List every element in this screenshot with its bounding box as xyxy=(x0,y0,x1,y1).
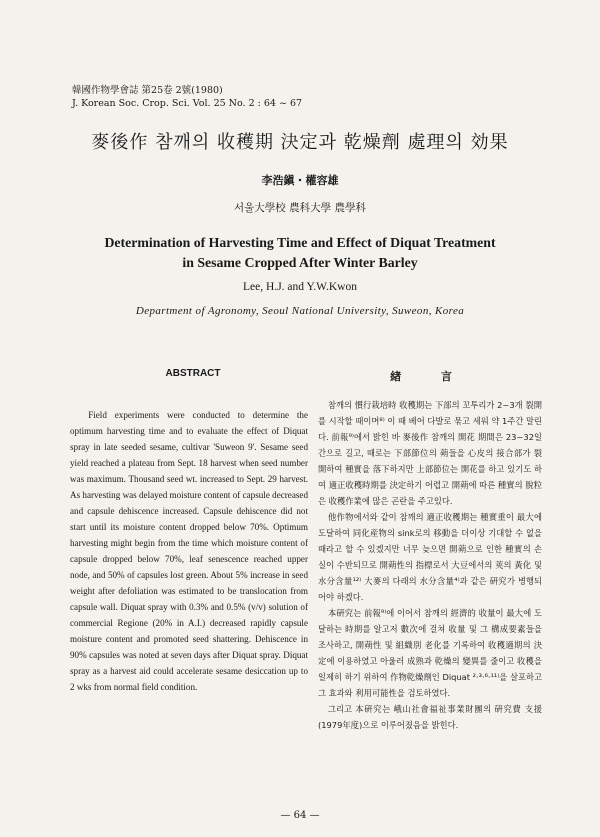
introduction-paragraph-3: 本硏究는 前報⁹⁾에 이어서 참깨의 經濟的 收量이 最大에 도달하는 時期를 알고저 數次에 걸쳐 收量 및 그 構成要素들을 조사하고, 開蒴性 및 組織別 老化를 기록하여 收穫適期의 決定에 이용하였고 아울러 成熟과 乾燥의 變異를 줄이고 收穫을 일제히 하기 위하여 作物乾燥劑인 Diquat ²·³·⁶·¹¹⁾을 살포하고 그 효과와 利用可能性을 검토하였다. xyxy=(318,608,542,698)
title-english-line-2: in Sesame Cropped After Winter Barley xyxy=(182,255,418,270)
introduction-paragraph-2: 他作物에서와 같이 참깨의 適正收穫期는 種實重이 最大에 도달하여 同化産物의 sink로의 移動을 더이상 기대할 수 없을 때라고 할 수 있겠지만 너무 늦으면 開蒴으로 인한 種實의 손실이 수반되므로 開蒴性의 指標로서 大豆에서의 莢의 黃化 및 水分含量¹²⁾ 大麥의 다래의 水分含量⁴⁾과 같은 硏究가 병행되어야 하겠다. xyxy=(318,512,542,602)
authors-english: Lee, H.J. and Y.W.Kwon xyxy=(243,281,357,293)
abstract-column xyxy=(70,368,308,695)
title-english-line-1: Determination of Harvesting Time and Effect of Diquat Treatment xyxy=(104,235,496,250)
page-number: — 64 — xyxy=(280,810,320,821)
journal-citation-english: J. Korean Soc. Crop. Sci. Vol. 25 No. 2 : 64 ~ 67 xyxy=(72,98,303,109)
title-korean: 麥後作 참깨의 收穫期 決定과 乾燥劑 處理의 効果 xyxy=(91,132,509,153)
introduction-paragraph-4: 그리고 本硏究는 峨山社會福祉事業財團의 硏究費 支援(1979年度)으로 이루어졌음을 밝힌다. xyxy=(318,704,542,730)
affiliation-korean: 서울大學校 農科大學 農學科 xyxy=(234,202,366,214)
introduction-column xyxy=(318,368,542,733)
journal-citation-korean: 韓國作物學會誌 第25卷 2號(1980) xyxy=(72,85,223,96)
affiliation-english: Department of Agronomy, Seoul National University, Suweon, Korea xyxy=(135,305,465,317)
introduction-paragraph-1: 참깨의 慣行栽培時 收穫期는 下部의 꼬투리가 2~3개 裂開를 시작할 때이며⁸⁾ 이 때 베어 다발로 묶고 세워 약 1주간 말린다. 前報⁹⁾에서 밝힌 바 麥後作 참깨의 開花 期間은 23~32일간으로 길고, 때로는 下部節位의 蒴들을 心皮의 接合部가 裂開하여 種實을 落下하지만 上部節位는 開花를 하고 있기도 하여 適正收穫時期를 決定하기 어렵고 開蒴에 따른 種實의 脫粒은 收穫作業에 많은 곤란을 주고있다. xyxy=(318,400,542,506)
abstract-text: Field experiments were conducted to determine the optimum harvesting time and to evaluate the effect of Diquat spray in late seeded sesame, cultivar 'Suweon 9'. Sesame seed yield reached a plateau from Sept. 18 harvest when seed number was maximum. Thousand seed wt. increased to Sept. 29 harvest. As harvesting was delayed moisture content of capsule decreased and capsule dehiscence increased. Capsule dehiscence did not start until its moisture content dropped below 70%. Optimum harvesting might begin from the time which moisture content of capsule dropped below 70%, leaf senescence reached upper node, and 50% of capsules lost green. About 5% increase in seed weight after defoliation was estimated to be translocation from capsule wall. Diquat spray with 0.3% and 0.5% (v/v) solution of commercial Regione (20% in A.I.) decreased rapidly capsule moisture content and promoted seed shattering. Dehiscence in 90% capsules was noted at seven days after Diquat spray. Diquat spray as a harvest aid could accelerate sesame desiccation up to 2 wks from normal field condition. xyxy=(70,410,308,692)
introduction-text xyxy=(318,397,542,733)
introduction-heading: 緖 言 xyxy=(390,370,470,383)
authors-korean: 李浩鎭・權容雄 xyxy=(261,174,339,187)
abstract-heading: ABSTRACT xyxy=(165,368,221,379)
journal-header xyxy=(72,84,302,110)
title-english xyxy=(0,233,600,273)
